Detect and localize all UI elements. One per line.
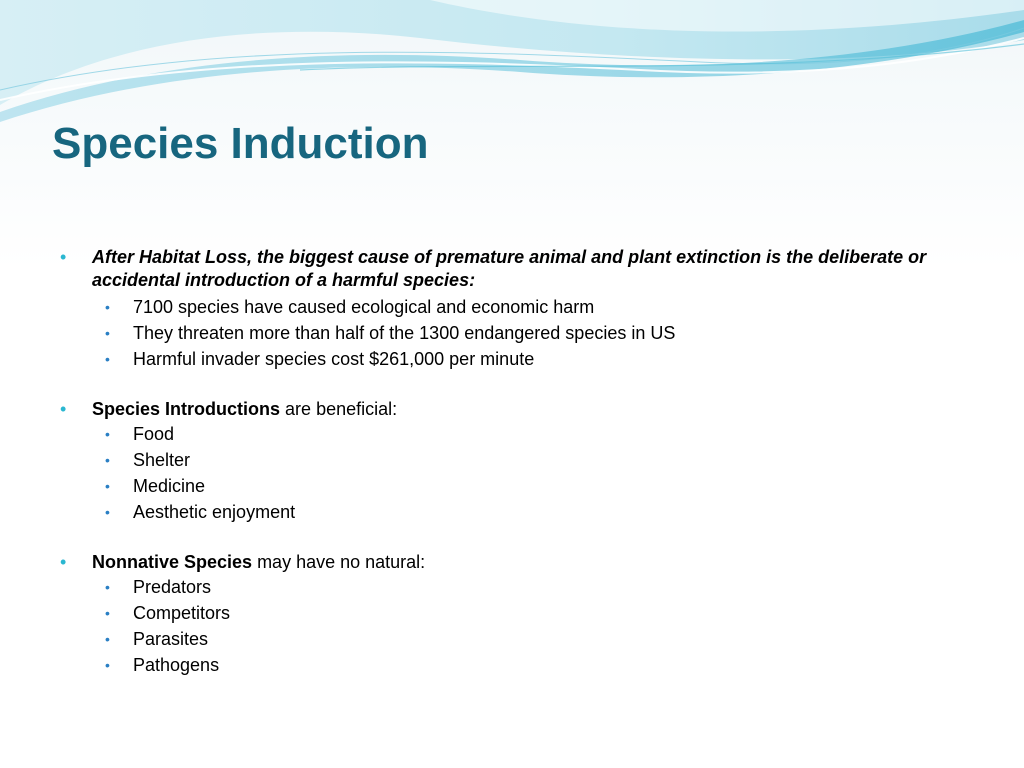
sub-bullet-dot-icon: • xyxy=(105,299,110,315)
bullet-lead-bold: Nonnative Species xyxy=(92,552,253,572)
sub-bullet-list xyxy=(60,421,940,525)
sub-bullet-dot-icon: • xyxy=(105,351,110,367)
sub-bullet-item xyxy=(105,499,940,525)
bullet-group-species-introductions xyxy=(60,398,940,525)
sub-bullet-list xyxy=(60,574,940,678)
sub-bullet-text: They threaten more than half of the 1300 endangered species in US xyxy=(133,323,676,343)
sub-bullet-item xyxy=(105,320,940,346)
sub-bullet-item xyxy=(105,421,940,447)
bullet-dot-icon: • xyxy=(60,247,67,267)
sub-bullet-text: Parasites xyxy=(133,629,209,649)
sub-bullet-text: Pathogens xyxy=(133,655,220,675)
bullet-dot-icon: • xyxy=(60,399,67,419)
bullet-lead-bold: Species Introductions xyxy=(92,399,281,419)
bullet-dot-icon: • xyxy=(60,552,67,572)
sub-bullet-item xyxy=(105,574,940,600)
sub-bullet-dot-icon: • xyxy=(105,605,110,621)
sub-bullet-item xyxy=(105,473,940,499)
sub-bullet-text: 7100 species have caused ecological and economic harm xyxy=(133,297,595,317)
sub-bullet-dot-icon: • xyxy=(105,426,110,442)
bullet-group-nonnative-species xyxy=(60,551,940,678)
sub-bullet-text: Food xyxy=(133,424,175,444)
bullet-group-habitat-loss xyxy=(60,246,940,372)
sub-bullet-item xyxy=(105,346,940,372)
bullet-text: are beneficial: xyxy=(280,399,398,419)
level1-bullet xyxy=(60,551,940,574)
sub-bullet-dot-icon: • xyxy=(105,631,110,647)
sub-bullet-dot-icon: • xyxy=(105,452,110,468)
sub-bullet-item xyxy=(105,447,940,473)
sub-bullet-text: Predators xyxy=(133,577,212,597)
sub-bullet-item xyxy=(105,626,940,652)
level1-bullet xyxy=(60,246,940,292)
sub-bullet-dot-icon: • xyxy=(105,478,110,494)
sub-bullet-item xyxy=(105,294,940,320)
sub-bullet-text: Shelter xyxy=(133,450,191,470)
level1-bullet xyxy=(60,398,940,421)
sub-bullet-text: Medicine xyxy=(133,476,206,496)
bullet-text: After Habitat Loss, the biggest cause of premature animal and plant extinction is the deliberate or accidental introduction of a harmful species: xyxy=(92,247,927,290)
sub-bullet-dot-icon: • xyxy=(105,504,110,520)
slide-title: Species Induction xyxy=(52,119,429,168)
sub-bullet-list xyxy=(60,294,940,372)
sub-bullet-dot-icon: • xyxy=(105,325,110,341)
sub-bullet-dot-icon: • xyxy=(105,579,110,595)
sub-bullet-text: Aesthetic enjoyment xyxy=(133,502,296,522)
sub-bullet-dot-icon: • xyxy=(105,657,110,673)
bullet-text: may have no natural: xyxy=(252,552,426,572)
sub-bullet-text: Competitors xyxy=(133,603,231,623)
slide-body xyxy=(60,246,940,704)
header-wave-decoration xyxy=(0,0,1024,130)
sub-bullet-item xyxy=(105,652,940,678)
sub-bullet-item xyxy=(105,600,940,626)
sub-bullet-text: Harmful invader species cost $261,000 per minute xyxy=(133,349,535,369)
